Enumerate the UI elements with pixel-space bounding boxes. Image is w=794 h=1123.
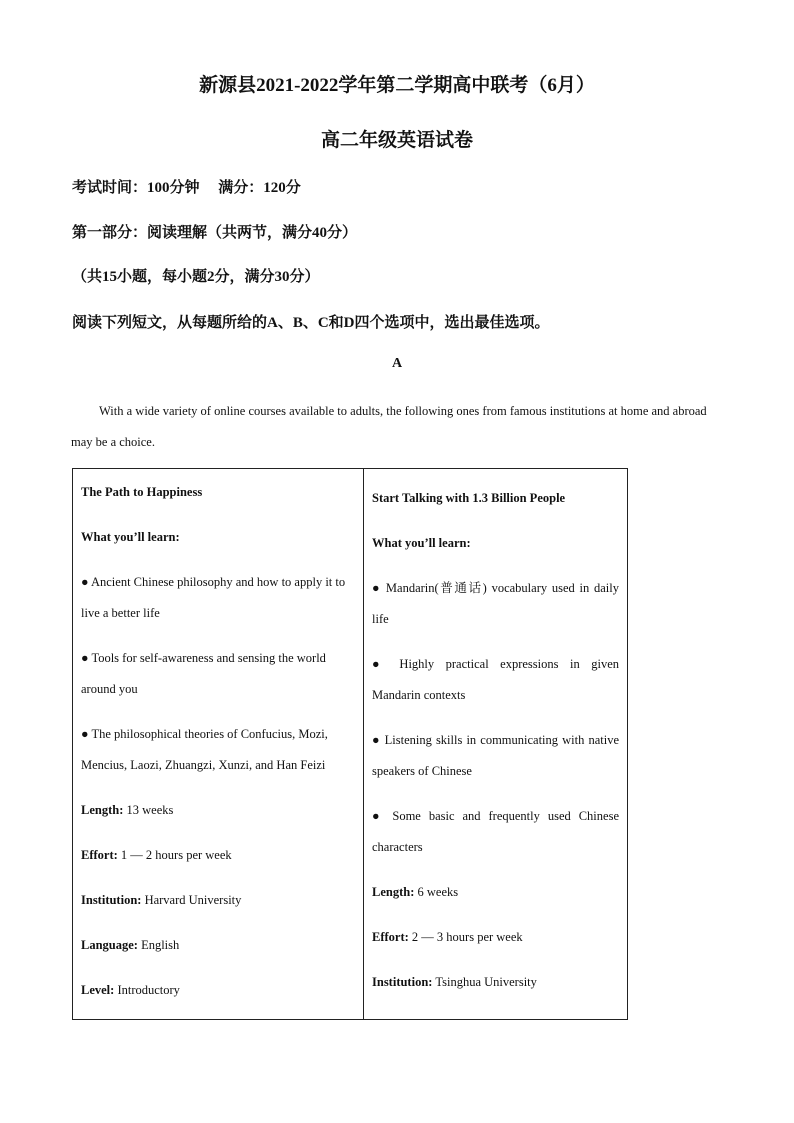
exam-info: 考试时间：100分钟 满分：120分 (72, 180, 301, 196)
bullet-item: ● Highly practical expressions in given Mandarin contexts (372, 657, 619, 702)
level-row (81, 975, 355, 1006)
length-value: 13 weeks (126, 803, 174, 817)
institution-label: Institution: (372, 975, 433, 989)
bullet-item: ● Mandarin(普通话) vocabulary used in daily life (372, 581, 619, 626)
course-title: Start Talking with 1.3 Billion People (372, 491, 566, 505)
course-tsinghua (364, 469, 627, 1019)
institution-label: Institution: (81, 893, 142, 907)
language-value: English (141, 938, 180, 952)
course-title: The Path to Happiness (81, 485, 203, 499)
passage-intro: With a wide variety of online courses available to adults, the following ones from famous institutions at home and abroad may be a choice. (71, 404, 707, 449)
part-title: 第一部分：阅读理解（共两节，满分40分） (72, 225, 358, 241)
bullet-item: ● Ancient Chinese philosophy and how to apply it to live a better life (81, 575, 346, 620)
bullet-item: ● Listening skills in communicating with native speakers of Chinese (372, 733, 619, 778)
length-row (81, 795, 355, 826)
language-label: Language: (81, 938, 138, 952)
course-table (72, 468, 628, 1020)
effort-label: Effort: (372, 930, 409, 944)
effort-label: Effort: (81, 848, 118, 862)
section-note: （共15小题，每小题2分，满分30分） (72, 269, 320, 285)
effort-value: 1 — 2 hours per week (120, 848, 232, 862)
effort-value: 2 — 3 hours per week (411, 930, 523, 944)
institution-value: Harvard University (144, 893, 242, 907)
effort-row (81, 840, 355, 871)
instruction: 阅读下列短文，从每题所给的A、B、C和D四个选项中，选出最佳选项。 (72, 315, 550, 331)
learn-heading: What you’ll learn: (81, 530, 180, 544)
bullet-item: ● Some basic and frequently used Chinese characters (372, 809, 619, 854)
level-value: Introductory (117, 983, 180, 997)
bullet-item: ● Tools for self-awareness and sensing the world around you (81, 651, 326, 696)
institution-row (81, 885, 355, 916)
learn-heading: What you’ll learn: (372, 536, 471, 550)
length-row (372, 877, 619, 908)
length-label: Length: (372, 885, 415, 899)
institution-value: Tsinghua University (435, 975, 537, 989)
language-row (81, 930, 355, 961)
bullet-item: ● The philosophical theories of Confucius, Mozi, Mencius, Laozi, Zhuangzi, Xunzi, and Han Feizi (81, 727, 328, 772)
institution-row (372, 967, 619, 998)
length-value: 6 weeks (417, 885, 459, 899)
effort-row (372, 922, 619, 953)
level-label: Level: (81, 983, 115, 997)
passage-label: A (391, 356, 403, 371)
exam-title: 新源县2021-2022学年第二学期高中联考（6月） (199, 75, 595, 96)
exam-subtitle: 高二年级英语试卷 (320, 130, 473, 151)
length-label: Length: (81, 803, 124, 817)
course-harvard (73, 469, 364, 1019)
